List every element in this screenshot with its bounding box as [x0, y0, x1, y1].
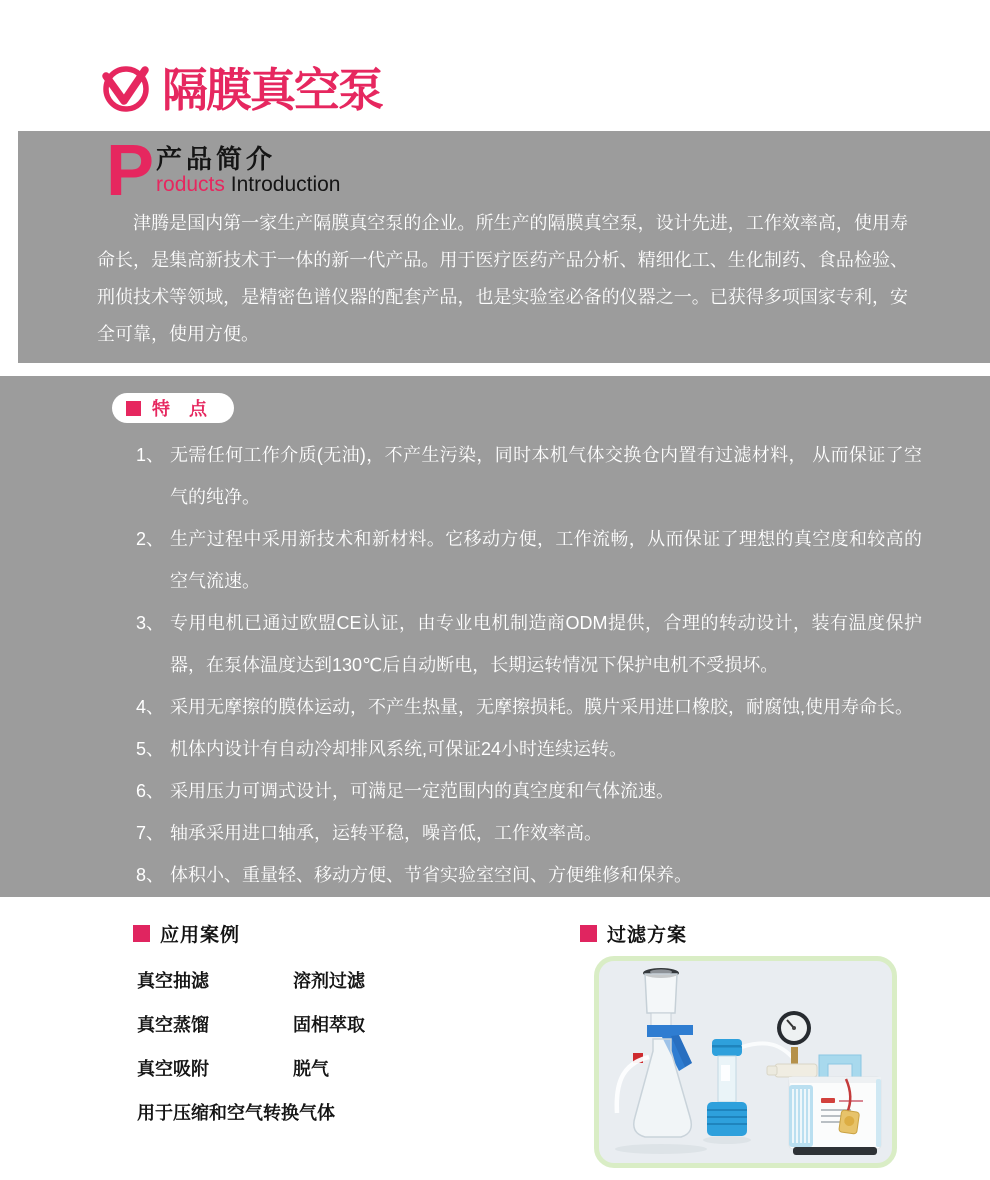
filtration-header-label: 过滤方案	[607, 925, 688, 946]
feature-text: 采用压力可调式设计，可满足一定范围内的真空度和气体流速。	[170, 781, 674, 801]
square-bullet-icon	[580, 925, 597, 942]
feature-item	[136, 518, 922, 602]
features-header-label: 特 点	[152, 399, 215, 419]
feature-text: 生产过程中采用新技术和新材料。它移动方便，工作流畅，从而保证了理想的真空度和较高的空气流速。	[170, 529, 922, 591]
feature-item	[136, 434, 922, 518]
applications-header	[133, 920, 240, 947]
filter-flask	[617, 968, 693, 1137]
square-bullet-icon	[133, 925, 150, 942]
intro-paragraph: 津腾是国内第一家生产隔膜真空泵的企业。所生产的隔膜真空泵，设计先进，工作效率高，使用寿命长，是集高新技术于一体的新一代产品。用于医疗医药产品分析、精细化工、生化制药、食品检验、刑侦技术等领域，是精密色谱仪器的配套产品，也是实验室必备的仪器之一。已获得多项国家专利，安全可靠，使用方便。	[97, 213, 908, 344]
application-item: 溶剂过滤	[293, 971, 365, 991]
intro-title-en-black: Introduction	[224, 173, 341, 196]
applications-footer: 用于压缩和空气转换气体	[137, 1103, 335, 1123]
applications-row	[137, 1002, 437, 1046]
feature-text: 体积小、重量轻、移动方便、节省实验室空间、方便维修和保养。	[170, 865, 692, 885]
feature-item	[136, 854, 922, 896]
feature-number: 5、	[136, 739, 165, 759]
applications-row	[137, 958, 437, 1002]
applications-row	[137, 1046, 437, 1090]
page-title-row	[100, 54, 382, 120]
feature-number: 4、	[136, 697, 165, 717]
feature-number: 7、	[136, 823, 165, 843]
intro-band	[18, 131, 990, 363]
intro-big-letter: P	[106, 131, 155, 211]
feature-text: 无需任何工作介质(无油)，不产生污染，同时本机气体交换仓内置有过滤材料， 从而保证了空气的纯净。	[170, 445, 922, 507]
filtration-setup-illustration	[599, 961, 892, 1163]
features-band	[0, 376, 990, 897]
feature-text: 采用无摩擦的膜体运动，不产生热量，无摩擦损耗。膜片采用进口橡胶，耐腐蚀,使用寿命长。	[170, 697, 913, 717]
application-item: 真空蒸馏	[137, 1015, 209, 1035]
application-item: 真空吸附	[137, 1059, 209, 1079]
intro-title-cn: 产品简介	[156, 144, 277, 174]
features-list	[136, 434, 922, 896]
feature-number: 6、	[136, 781, 165, 801]
feature-text: 机体内设计有自动冷却排风系统,可保证24小时连续运转。	[170, 739, 628, 759]
feature-number: 8、	[136, 865, 165, 885]
feature-text: 轴承采用进口轴承，运转平稳，噪音低，工作效率高。	[170, 823, 602, 843]
intro-title-en-pink: roducts	[156, 173, 225, 196]
feature-number: 3、	[136, 613, 165, 633]
feature-item	[136, 686, 922, 728]
feature-number: 2、	[136, 529, 165, 549]
check-circle-icon	[100, 61, 150, 113]
feature-number: 1、	[136, 445, 165, 465]
application-item: 固相萃取	[293, 1015, 365, 1035]
application-item: 真空抽滤	[137, 971, 209, 991]
features-header-pill	[112, 393, 234, 423]
page-title: 隔膜真空泵	[162, 64, 382, 116]
feature-item	[136, 812, 922, 854]
feature-item	[136, 770, 922, 812]
feature-text: 专用电机已通过欧盟CE认证，由专业电机制造商ODM提供，合理的转动设计，装有温度保护器，在泵体温度达到130℃后自动断电，长期运转情况下保护电机不受损坏。	[170, 613, 922, 675]
application-item: 脱气	[293, 1059, 329, 1079]
square-bullet-icon	[126, 401, 141, 416]
filter-column	[707, 1039, 747, 1136]
feature-item	[136, 602, 922, 686]
feature-item	[136, 728, 922, 770]
filtration-header	[580, 920, 687, 947]
applications-header-label: 应用案例	[160, 925, 241, 946]
product-photo	[594, 956, 897, 1168]
applications-list	[137, 958, 437, 1134]
intro-title-en	[156, 173, 340, 197]
intro-section-header	[106, 131, 341, 211]
